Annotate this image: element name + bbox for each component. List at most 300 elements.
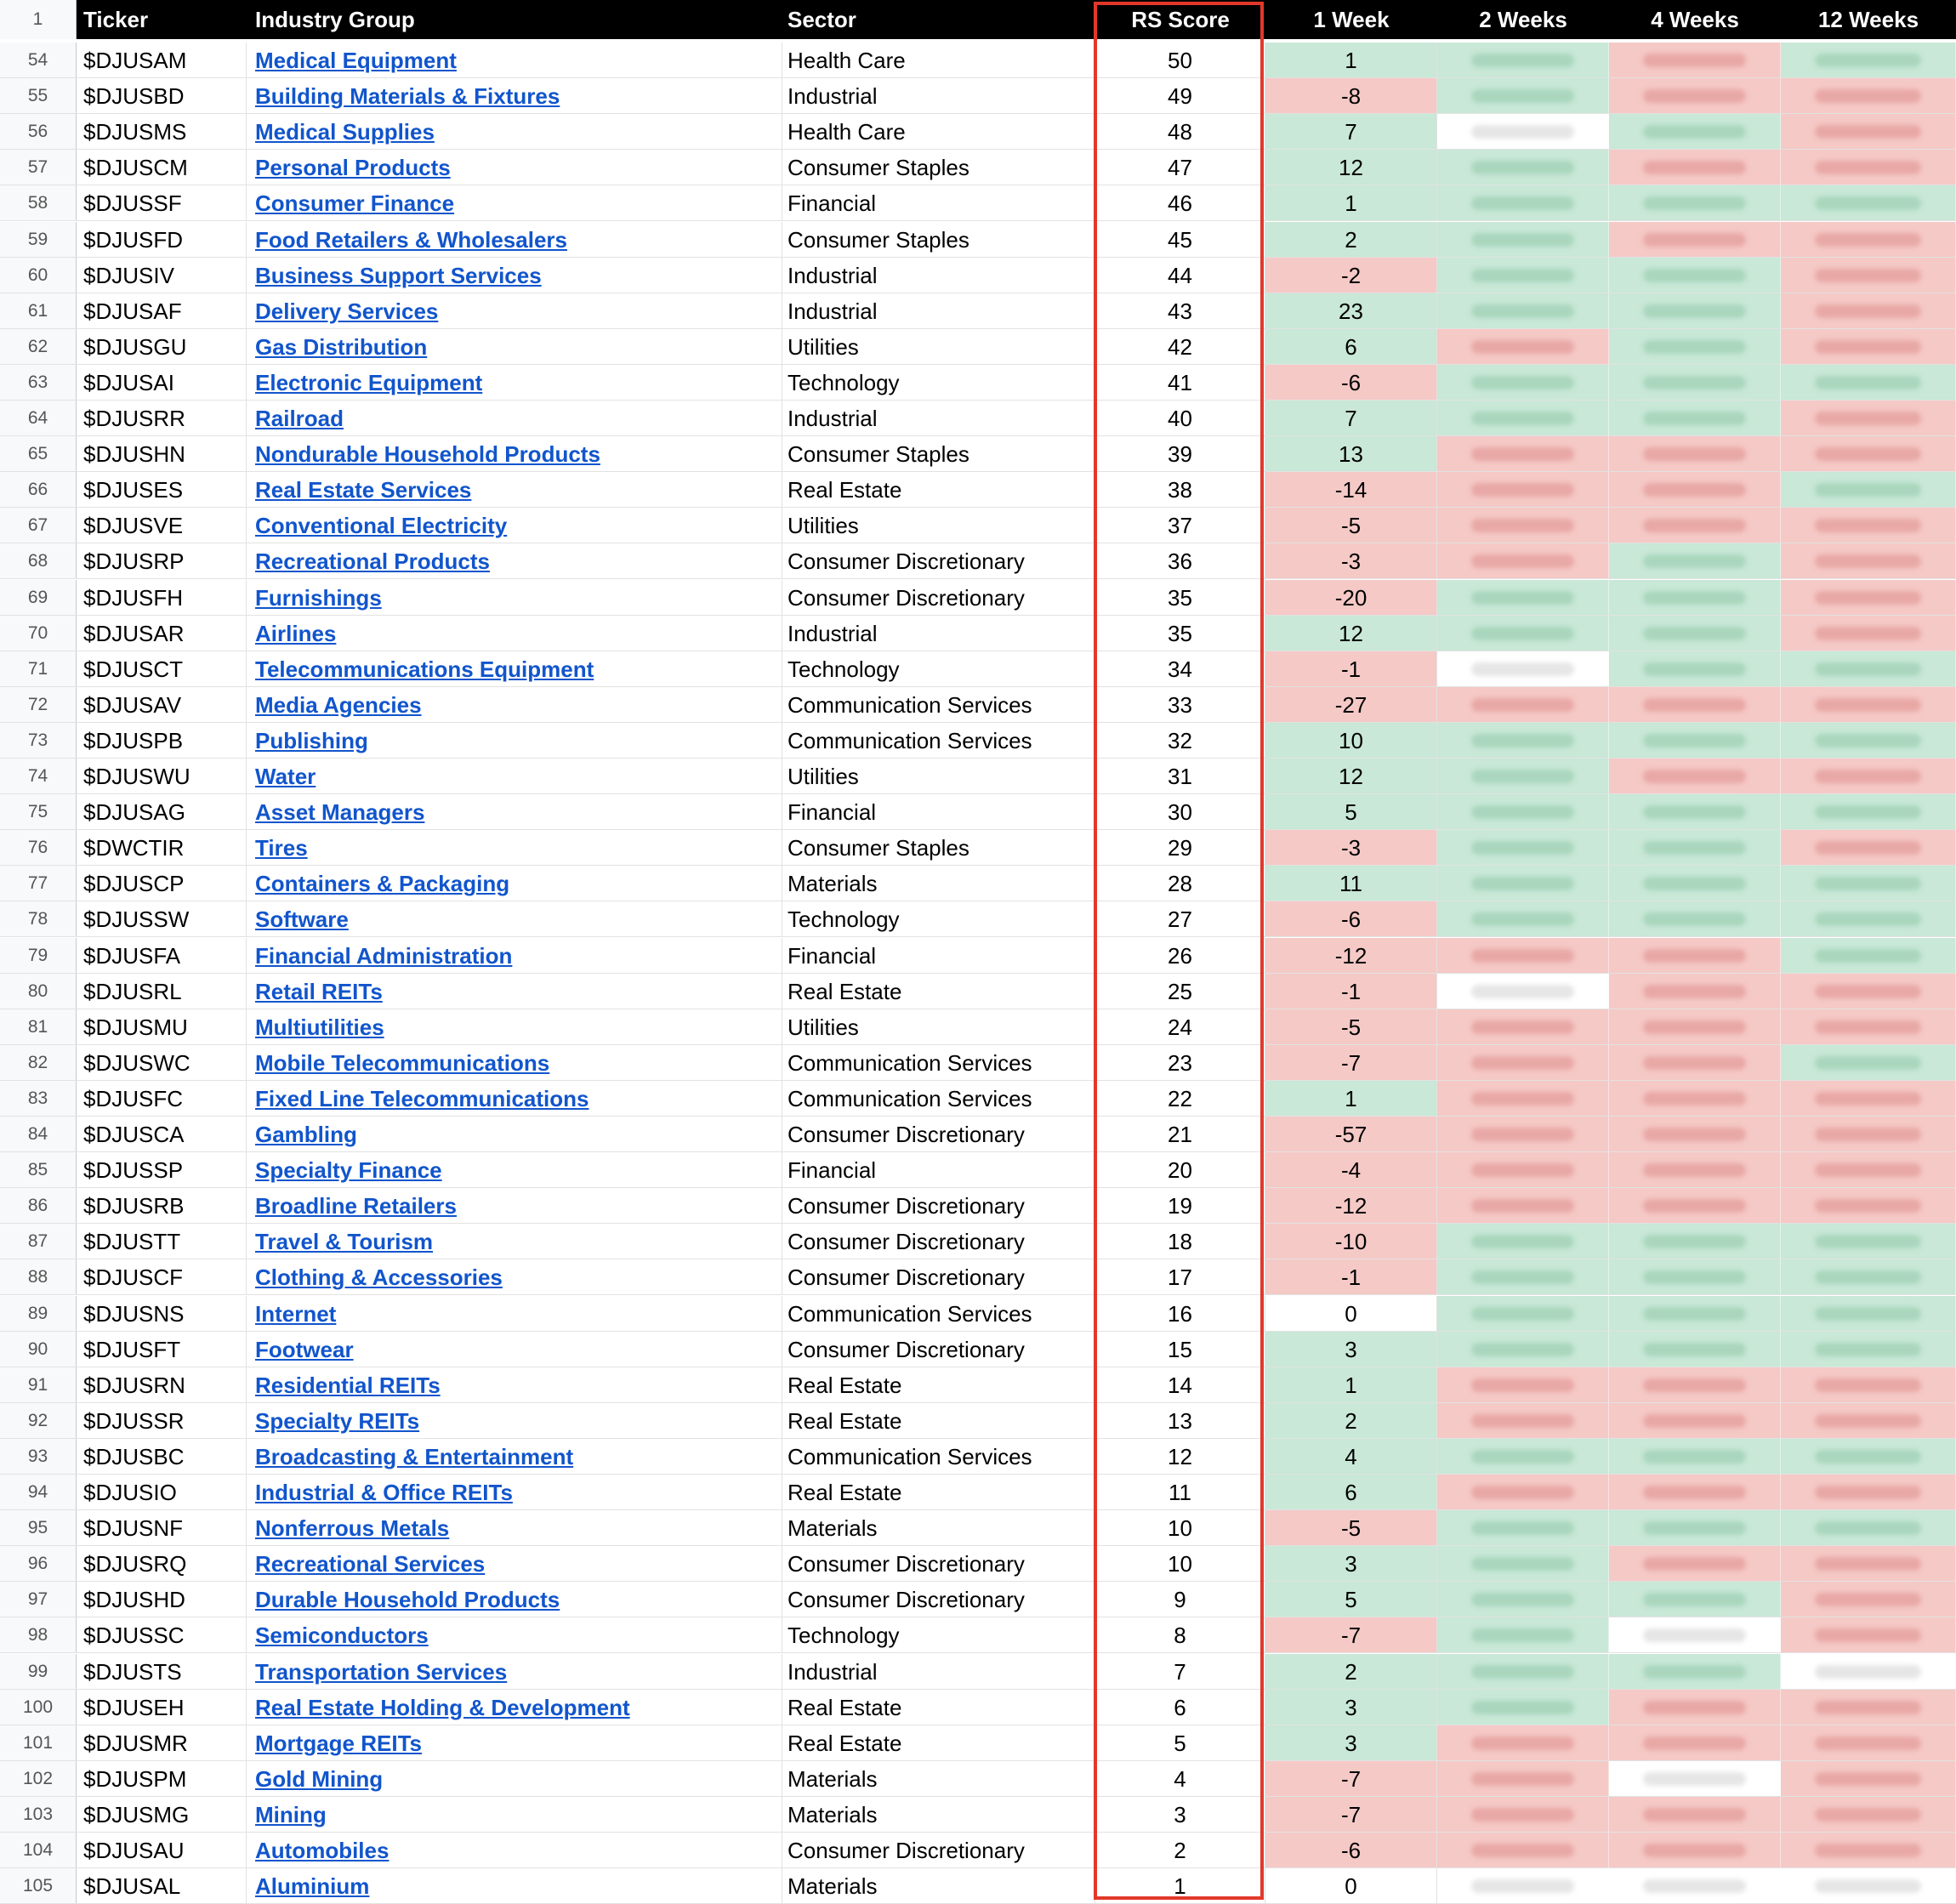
industry-group-cell[interactable] (247, 43, 782, 77)
two-weeks-blurred-cell[interactable] (1437, 1833, 1609, 1867)
industry-group-cell[interactable] (247, 1546, 782, 1581)
row-number[interactable]: 80 (0, 974, 77, 1009)
rs-score-cell[interactable]: 30 (1095, 794, 1265, 829)
twelve-weeks-blurred-cell[interactable] (1781, 185, 1956, 220)
industry-group-cell[interactable] (247, 1725, 782, 1760)
rs-score-cell[interactable]: 46 (1095, 185, 1265, 220)
industry-group-cell[interactable] (247, 974, 782, 1009)
twelve-weeks-blurred-cell[interactable] (1781, 1761, 1956, 1796)
one-week-change-cell[interactable]: 23 (1265, 293, 1437, 328)
twelve-weeks-blurred-cell[interactable] (1781, 1475, 1956, 1509)
industry-group-cell[interactable] (247, 901, 782, 936)
ticker-cell[interactable]: $DJUSAF (77, 293, 247, 328)
ticker-cell[interactable]: $DJUSRP (77, 543, 247, 578)
sector-cell[interactable]: Real Estate (782, 472, 1095, 507)
one-week-change-cell[interactable]: -6 (1265, 365, 1437, 400)
industry-group-link[interactable]: Nonferrous Metals (255, 1515, 450, 1542)
twelve-weeks-blurred-cell[interactable] (1781, 43, 1956, 77)
rs-score-cell[interactable]: 29 (1095, 830, 1265, 865)
rs-score-cell[interactable]: 27 (1095, 901, 1265, 936)
sector-cell[interactable]: Communication Services (782, 687, 1095, 722)
row-number[interactable]: 75 (0, 794, 77, 829)
row-number[interactable]: 69 (0, 580, 77, 615)
four-weeks-blurred-cell[interactable] (1609, 1868, 1781, 1903)
industry-group-link[interactable]: Telecommunications Equipment (255, 656, 594, 682)
twelve-weeks-blurred-cell[interactable] (1781, 222, 1956, 257)
header-1-week[interactable]: 1 Week (1313, 7, 1390, 32)
twelve-weeks-blurred-cell[interactable] (1781, 759, 1956, 793)
two-weeks-blurred-cell[interactable] (1437, 1403, 1609, 1438)
twelve-weeks-blurred-cell[interactable] (1781, 1439, 1956, 1474)
one-week-change-cell[interactable]: -7 (1265, 1617, 1437, 1652)
industry-group-cell[interactable] (247, 1654, 782, 1689)
one-week-change-cell[interactable]: -20 (1265, 580, 1437, 615)
twelve-weeks-blurred-cell[interactable] (1781, 1797, 1956, 1832)
rs-score-cell[interactable]: 43 (1095, 293, 1265, 328)
two-weeks-blurred-cell[interactable] (1437, 258, 1609, 293)
industry-group-link[interactable]: Footwear (255, 1336, 354, 1362)
four-weeks-blurred-cell[interactable] (1609, 759, 1781, 793)
row-number[interactable]: 78 (0, 901, 77, 936)
twelve-weeks-blurred-cell[interactable] (1781, 78, 1956, 113)
two-weeks-blurred-cell[interactable] (1437, 1259, 1609, 1294)
four-weeks-blurred-cell[interactable] (1609, 43, 1781, 77)
rs-score-cell[interactable]: 39 (1095, 436, 1265, 471)
rs-score-cell[interactable]: 4 (1095, 1761, 1265, 1796)
industry-group-link[interactable]: Durable Household Products (255, 1587, 560, 1613)
ticker-cell[interactable]: $DJUSRL (77, 974, 247, 1009)
two-weeks-blurred-cell[interactable] (1437, 1797, 1609, 1832)
four-weeks-blurred-cell[interactable] (1609, 1117, 1781, 1151)
industry-group-cell[interactable] (247, 616, 782, 651)
industry-group-link[interactable]: Aluminium (255, 1873, 370, 1900)
one-week-change-cell[interactable]: 3 (1265, 1725, 1437, 1760)
one-week-change-cell[interactable]: -14 (1265, 472, 1437, 507)
two-weeks-blurred-cell[interactable] (1437, 472, 1609, 507)
twelve-weeks-blurred-cell[interactable] (1781, 1081, 1956, 1116)
one-week-change-cell[interactable]: 0 (1265, 1296, 1437, 1331)
four-weeks-blurred-cell[interactable] (1609, 1152, 1781, 1187)
row-number[interactable]: 56 (0, 114, 77, 149)
industry-group-link[interactable]: Multiutilities (255, 1014, 384, 1040)
four-weeks-blurred-cell[interactable] (1609, 78, 1781, 113)
one-week-change-cell[interactable]: 3 (1265, 1332, 1437, 1367)
ticker-cell[interactable]: $DJUSAL (77, 1868, 247, 1903)
industry-group-link[interactable]: Travel & Tourism (255, 1229, 434, 1255)
twelve-weeks-blurred-cell[interactable] (1781, 1188, 1956, 1223)
row-number[interactable]: 99 (0, 1654, 77, 1689)
industry-group-link[interactable]: Gold Mining (255, 1765, 384, 1792)
one-week-change-cell[interactable]: 2 (1265, 1654, 1437, 1689)
two-weeks-blurred-cell[interactable] (1437, 329, 1609, 364)
ticker-cell[interactable]: $DJUSAV (77, 687, 247, 722)
industry-group-link[interactable]: Electronic Equipment (255, 369, 483, 395)
row-number[interactable]: 81 (0, 1009, 77, 1044)
sector-cell[interactable]: Consumer Staples (782, 222, 1095, 257)
sector-cell[interactable]: Financial (782, 794, 1095, 829)
rs-score-cell[interactable]: 6 (1095, 1690, 1265, 1725)
sector-cell[interactable]: Consumer Discretionary (782, 1224, 1095, 1259)
rs-score-cell[interactable]: 8 (1095, 1617, 1265, 1652)
four-weeks-blurred-cell[interactable] (1609, 1654, 1781, 1689)
sector-cell[interactable]: Health Care (782, 43, 1095, 77)
four-weeks-blurred-cell[interactable] (1609, 329, 1781, 364)
ticker-cell[interactable]: $DJUSMS (77, 114, 247, 149)
ticker-cell[interactable]: $DJUSHN (77, 436, 247, 471)
four-weeks-blurred-cell[interactable] (1609, 1582, 1781, 1617)
industry-group-cell[interactable] (247, 1009, 782, 1044)
two-weeks-blurred-cell[interactable] (1437, 508, 1609, 543)
rs-score-cell[interactable]: 33 (1095, 687, 1265, 722)
industry-group-link[interactable]: Clothing & Accessories (255, 1265, 503, 1291)
twelve-weeks-blurred-cell[interactable] (1781, 293, 1956, 328)
row-number[interactable]: 61 (0, 293, 77, 328)
industry-group-cell[interactable] (247, 543, 782, 578)
sector-cell[interactable]: Consumer Discretionary (782, 543, 1095, 578)
row-number[interactable]: 93 (0, 1439, 77, 1474)
rs-score-cell[interactable]: 23 (1095, 1045, 1265, 1080)
twelve-weeks-blurred-cell[interactable] (1781, 616, 1956, 651)
row-number[interactable]: 66 (0, 472, 77, 507)
four-weeks-blurred-cell[interactable] (1609, 508, 1781, 543)
industry-group-cell[interactable] (247, 1797, 782, 1832)
sector-cell[interactable]: Communication Services (782, 1081, 1095, 1116)
four-weeks-blurred-cell[interactable] (1609, 1224, 1781, 1259)
industry-group-link[interactable]: Personal Products (255, 155, 451, 181)
four-weeks-blurred-cell[interactable] (1609, 1833, 1781, 1867)
rs-score-cell[interactable]: 19 (1095, 1188, 1265, 1223)
row-number[interactable]: 63 (0, 365, 77, 400)
twelve-weeks-blurred-cell[interactable] (1781, 114, 1956, 149)
four-weeks-blurred-cell[interactable] (1609, 1761, 1781, 1796)
four-weeks-blurred-cell[interactable] (1609, 1439, 1781, 1474)
two-weeks-blurred-cell[interactable] (1437, 580, 1609, 615)
header-sector[interactable]: Sector (788, 7, 856, 32)
row-number[interactable]: 103 (0, 1797, 77, 1832)
row-number[interactable]: 85 (0, 1152, 77, 1187)
sector-cell[interactable]: Real Estate (782, 974, 1095, 1009)
ticker-cell[interactable]: $DJUSRQ (77, 1546, 247, 1581)
industry-group-link[interactable]: Consumer Finance (255, 190, 455, 217)
ticker-cell[interactable]: $DJUSCT (77, 651, 247, 686)
four-weeks-blurred-cell[interactable] (1609, 830, 1781, 865)
ticker-cell[interactable]: $DJUSEH (77, 1690, 247, 1725)
rs-score-cell[interactable]: 7 (1095, 1654, 1265, 1689)
sector-cell[interactable]: Materials (782, 1510, 1095, 1545)
industry-group-cell[interactable] (247, 1510, 782, 1545)
four-weeks-blurred-cell[interactable] (1609, 436, 1781, 471)
four-weeks-blurred-cell[interactable] (1609, 616, 1781, 651)
one-week-change-cell[interactable]: -12 (1265, 938, 1437, 973)
two-weeks-blurred-cell[interactable] (1437, 1654, 1609, 1689)
one-week-change-cell[interactable]: 12 (1265, 759, 1437, 793)
row-number[interactable]: 60 (0, 258, 77, 293)
rs-score-cell[interactable]: 40 (1095, 401, 1265, 435)
two-weeks-blurred-cell[interactable] (1437, 759, 1609, 793)
four-weeks-blurred-cell[interactable] (1609, 723, 1781, 758)
industry-group-link[interactable]: Airlines (255, 620, 337, 646)
sector-cell[interactable]: Industrial (782, 616, 1095, 651)
one-week-change-cell[interactable]: 7 (1265, 114, 1437, 149)
four-weeks-blurred-cell[interactable] (1609, 258, 1781, 293)
rs-score-cell[interactable]: 49 (1095, 78, 1265, 113)
four-weeks-blurred-cell[interactable] (1609, 401, 1781, 435)
ticker-cell[interactable]: $DJUSSP (77, 1152, 247, 1187)
four-weeks-blurred-cell[interactable] (1609, 1510, 1781, 1545)
two-weeks-blurred-cell[interactable] (1437, 687, 1609, 722)
industry-group-link[interactable]: Furnishings (255, 584, 382, 611)
header-industry-group[interactable]: Industry Group (255, 7, 415, 32)
two-weeks-blurred-cell[interactable] (1437, 1117, 1609, 1151)
two-weeks-blurred-cell[interactable] (1437, 901, 1609, 936)
rs-score-cell[interactable]: 3 (1095, 1797, 1265, 1832)
twelve-weeks-blurred-cell[interactable] (1781, 1224, 1956, 1259)
industry-group-cell[interactable] (247, 830, 782, 865)
industry-group-link[interactable]: Medical Equipment (255, 48, 457, 73)
rs-score-cell[interactable]: 14 (1095, 1367, 1265, 1402)
rs-score-cell[interactable]: 2 (1095, 1833, 1265, 1867)
twelve-weeks-blurred-cell[interactable] (1781, 1654, 1956, 1689)
ticker-cell[interactable]: $DJUSES (77, 472, 247, 507)
two-weeks-blurred-cell[interactable] (1437, 1367, 1609, 1402)
one-week-change-cell[interactable]: -57 (1265, 1117, 1437, 1151)
row-number[interactable]: 73 (0, 723, 77, 758)
twelve-weeks-blurred-cell[interactable] (1781, 401, 1956, 435)
two-weeks-blurred-cell[interactable] (1437, 1475, 1609, 1509)
rs-score-cell[interactable]: 42 (1095, 329, 1265, 364)
sector-cell[interactable]: Health Care (782, 114, 1095, 149)
four-weeks-blurred-cell[interactable] (1609, 543, 1781, 578)
row-number[interactable]: 72 (0, 687, 77, 722)
rs-score-cell[interactable]: 5 (1095, 1725, 1265, 1760)
row-number[interactable]: 100 (0, 1690, 77, 1725)
ticker-cell[interactable]: $DJUSCM (77, 150, 247, 185)
twelve-weeks-blurred-cell[interactable] (1781, 651, 1956, 686)
rs-score-cell[interactable]: 24 (1095, 1009, 1265, 1044)
industry-group-cell[interactable] (247, 651, 782, 686)
rs-score-cell[interactable]: 47 (1095, 150, 1265, 185)
one-week-change-cell[interactable]: 2 (1265, 1403, 1437, 1438)
sector-cell[interactable]: Materials (782, 866, 1095, 901)
industry-group-link[interactable]: Broadcasting & Entertainment (255, 1443, 574, 1469)
twelve-weeks-blurred-cell[interactable] (1781, 1296, 1956, 1331)
two-weeks-blurred-cell[interactable] (1437, 974, 1609, 1009)
ticker-cell[interactable]: $DJUSRR (77, 401, 247, 435)
sector-cell[interactable]: Consumer Discretionary (782, 1117, 1095, 1151)
one-week-change-cell[interactable]: 3 (1265, 1690, 1437, 1725)
sector-cell[interactable]: Financial (782, 938, 1095, 973)
row-number[interactable]: 91 (0, 1367, 77, 1402)
sector-cell[interactable]: Utilities (782, 1009, 1095, 1044)
row-number[interactable]: 104 (0, 1833, 77, 1867)
rs-score-cell[interactable]: 13 (1095, 1403, 1265, 1438)
one-week-change-cell[interactable]: 5 (1265, 794, 1437, 829)
header-4-weeks[interactable]: 4 Weeks (1651, 7, 1739, 32)
industry-group-link[interactable]: Nondurable Household Products (255, 441, 600, 468)
industry-group-cell[interactable] (247, 866, 782, 901)
industry-group-cell[interactable] (247, 185, 782, 220)
industry-group-cell[interactable] (247, 580, 782, 615)
industry-group-link[interactable]: Specialty Finance (255, 1157, 442, 1184)
industry-group-cell[interactable] (247, 1403, 782, 1438)
two-weeks-blurred-cell[interactable] (1437, 1439, 1609, 1474)
row-number[interactable]: 95 (0, 1510, 77, 1545)
row-number[interactable]: 101 (0, 1725, 77, 1760)
one-week-change-cell[interactable]: 13 (1265, 436, 1437, 471)
twelve-weeks-blurred-cell[interactable] (1781, 150, 1956, 185)
industry-group-link[interactable]: Business Support Services (255, 262, 542, 288)
two-weeks-blurred-cell[interactable] (1437, 866, 1609, 901)
two-weeks-blurred-cell[interactable] (1437, 222, 1609, 257)
twelve-weeks-blurred-cell[interactable] (1781, 258, 1956, 293)
sector-cell[interactable]: Communication Services (782, 1045, 1095, 1080)
twelve-weeks-blurred-cell[interactable] (1781, 329, 1956, 364)
two-weeks-blurred-cell[interactable] (1437, 794, 1609, 829)
four-weeks-blurred-cell[interactable] (1609, 938, 1781, 973)
ticker-cell[interactable]: $DJUSWU (77, 759, 247, 793)
row-number[interactable]: 82 (0, 1045, 77, 1080)
sector-cell[interactable]: Materials (782, 1761, 1095, 1796)
twelve-weeks-blurred-cell[interactable] (1781, 1617, 1956, 1652)
twelve-weeks-blurred-cell[interactable] (1781, 508, 1956, 543)
sector-cell[interactable]: Industrial (782, 78, 1095, 113)
one-week-change-cell[interactable]: -1 (1265, 974, 1437, 1009)
row-number[interactable]: 94 (0, 1475, 77, 1509)
row-number[interactable]: 57 (0, 150, 77, 185)
rs-score-cell[interactable]: 41 (1095, 365, 1265, 400)
two-weeks-blurred-cell[interactable] (1437, 1510, 1609, 1545)
industry-group-link[interactable]: Railroad (255, 406, 344, 431)
row-number[interactable]: 79 (0, 938, 77, 973)
twelve-weeks-blurred-cell[interactable] (1781, 974, 1956, 1009)
ticker-cell[interactable]: $DJUSGU (77, 329, 247, 364)
row-number[interactable]: 87 (0, 1224, 77, 1259)
ticker-cell[interactable]: $DJUSRB (77, 1188, 247, 1223)
ticker-cell[interactable]: $DJUSFT (77, 1332, 247, 1367)
rs-score-cell[interactable]: 16 (1095, 1296, 1265, 1331)
twelve-weeks-blurred-cell[interactable] (1781, 365, 1956, 400)
ticker-cell[interactable]: $DJUSPM (77, 1761, 247, 1796)
four-weeks-blurred-cell[interactable] (1609, 365, 1781, 400)
row-number[interactable]: 71 (0, 651, 77, 686)
rs-score-cell[interactable]: 11 (1095, 1475, 1265, 1509)
ticker-cell[interactable]: $DJUSCP (77, 866, 247, 901)
one-week-change-cell[interactable]: -8 (1265, 78, 1437, 113)
two-weeks-blurred-cell[interactable] (1437, 150, 1609, 185)
row-number[interactable]: 64 (0, 401, 77, 435)
sector-cell[interactable]: Industrial (782, 1654, 1095, 1689)
industry-group-cell[interactable] (247, 1188, 782, 1223)
twelve-weeks-blurred-cell[interactable] (1781, 723, 1956, 758)
twelve-weeks-blurred-cell[interactable] (1781, 1045, 1956, 1080)
sector-cell[interactable]: Materials (782, 1868, 1095, 1903)
sector-cell[interactable]: Utilities (782, 329, 1095, 364)
twelve-weeks-blurred-cell[interactable] (1781, 1152, 1956, 1187)
sector-cell[interactable]: Consumer Staples (782, 150, 1095, 185)
header-ticker[interactable]: Ticker (83, 7, 149, 32)
one-week-change-cell[interactable]: 7 (1265, 401, 1437, 435)
industry-group-link[interactable]: Media Agencies (255, 691, 422, 718)
four-weeks-blurred-cell[interactable] (1609, 1797, 1781, 1832)
rs-score-cell[interactable]: 21 (1095, 1117, 1265, 1151)
ticker-cell[interactable]: $DJUSFH (77, 580, 247, 615)
two-weeks-blurred-cell[interactable] (1437, 401, 1609, 435)
two-weeks-blurred-cell[interactable] (1437, 1224, 1609, 1259)
four-weeks-blurred-cell[interactable] (1609, 580, 1781, 615)
rs-score-cell[interactable]: 20 (1095, 1152, 1265, 1187)
twelve-weeks-blurred-cell[interactable] (1781, 436, 1956, 471)
industry-group-cell[interactable] (247, 329, 782, 364)
industry-group-cell[interactable] (247, 1259, 782, 1294)
industry-group-link[interactable]: Real Estate Holding & Development (255, 1694, 630, 1720)
two-weeks-blurred-cell[interactable] (1437, 78, 1609, 113)
two-weeks-blurred-cell[interactable] (1437, 185, 1609, 220)
four-weeks-blurred-cell[interactable] (1609, 222, 1781, 257)
sector-cell[interactable]: Technology (782, 651, 1095, 686)
two-weeks-blurred-cell[interactable] (1437, 293, 1609, 328)
ticker-cell[interactable]: $DJUSCA (77, 1117, 247, 1151)
ticker-cell[interactable]: $DWCTIR (77, 830, 247, 865)
industry-group-link[interactable]: Recreational Products (255, 548, 490, 575)
industry-group-cell[interactable] (247, 114, 782, 149)
twelve-weeks-blurred-cell[interactable] (1781, 580, 1956, 615)
sector-cell[interactable]: Consumer Discretionary (782, 1332, 1095, 1367)
industry-group-link[interactable]: Semiconductors (255, 1623, 429, 1649)
industry-group-cell[interactable] (247, 794, 782, 829)
twelve-weeks-blurred-cell[interactable] (1781, 866, 1956, 901)
two-weeks-blurred-cell[interactable] (1437, 1296, 1609, 1331)
industry-group-cell[interactable] (247, 222, 782, 257)
row-number[interactable]: 62 (0, 329, 77, 364)
twelve-weeks-blurred-cell[interactable] (1781, 1582, 1956, 1617)
rs-score-cell[interactable]: 37 (1095, 508, 1265, 543)
four-weeks-blurred-cell[interactable] (1609, 866, 1781, 901)
sector-cell[interactable]: Technology (782, 1617, 1095, 1652)
four-weeks-blurred-cell[interactable] (1609, 1403, 1781, 1438)
twelve-weeks-blurred-cell[interactable] (1781, 1403, 1956, 1438)
industry-group-cell[interactable] (247, 1224, 782, 1259)
one-week-change-cell[interactable]: 3 (1265, 1546, 1437, 1581)
sector-cell[interactable]: Materials (782, 1797, 1095, 1832)
four-weeks-blurred-cell[interactable] (1609, 1617, 1781, 1652)
industry-group-cell[interactable] (247, 1296, 782, 1331)
header-2-weeks[interactable]: 2 Weeks (1479, 7, 1567, 32)
industry-group-cell[interactable] (247, 365, 782, 400)
ticker-cell[interactable]: $DJUSTT (77, 1224, 247, 1259)
industry-group-cell[interactable] (247, 938, 782, 973)
four-weeks-blurred-cell[interactable] (1609, 1009, 1781, 1044)
four-weeks-blurred-cell[interactable] (1609, 974, 1781, 1009)
two-weeks-blurred-cell[interactable] (1437, 1332, 1609, 1367)
rs-score-cell[interactable]: 44 (1095, 258, 1265, 293)
two-weeks-blurred-cell[interactable] (1437, 1546, 1609, 1581)
row-number[interactable]: 68 (0, 543, 77, 578)
industry-group-cell[interactable] (247, 508, 782, 543)
industry-group-link[interactable]: Mortgage REITs (255, 1730, 422, 1756)
four-weeks-blurred-cell[interactable] (1609, 1725, 1781, 1760)
industry-group-cell[interactable] (247, 1367, 782, 1402)
one-week-change-cell[interactable]: -5 (1265, 1009, 1437, 1044)
four-weeks-blurred-cell[interactable] (1609, 1259, 1781, 1294)
sector-cell[interactable]: Real Estate (782, 1690, 1095, 1725)
industry-group-cell[interactable] (247, 1582, 782, 1617)
one-week-change-cell[interactable]: -27 (1265, 687, 1437, 722)
sector-cell[interactable]: Real Estate (782, 1403, 1095, 1438)
industry-group-cell[interactable] (247, 258, 782, 293)
sector-cell[interactable]: Financial (782, 1152, 1095, 1187)
two-weeks-blurred-cell[interactable] (1437, 1009, 1609, 1044)
industry-group-link[interactable]: Automobiles (255, 1838, 389, 1863)
